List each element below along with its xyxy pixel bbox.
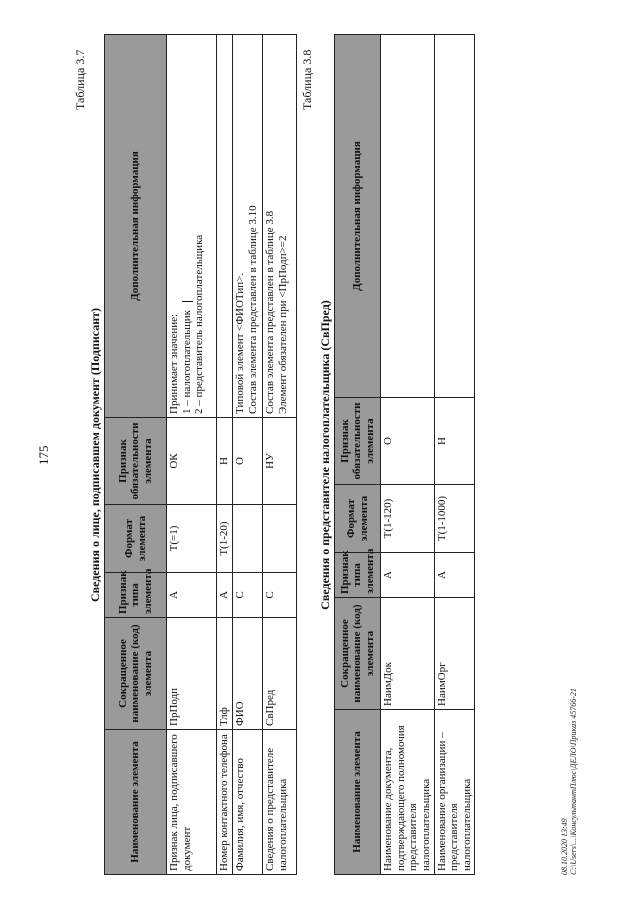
cell-additional-info (263, 35, 297, 418)
cell-code: СвПред (263, 618, 297, 730)
cell-code: ПрПодп (167, 618, 217, 730)
cell-code: НаимОрг (434, 598, 475, 710)
table-header-row (105, 35, 167, 875)
cell-type: А (434, 553, 475, 598)
header-cell: Наименование элемента (105, 730, 167, 875)
cell-format (263, 505, 297, 573)
page-number: 175 (36, 445, 51, 465)
header-cell: Наименование элемента (335, 710, 381, 875)
cell-type: А (167, 573, 217, 618)
cell-required: О (233, 418, 263, 505)
info-line: Состав элемента представлен в таблице 3.8 (264, 210, 276, 414)
text-cursor-mark (182, 301, 193, 302)
info-line: Элемент обязателен при <ПрПодп>=2 (276, 235, 289, 414)
header-cell: Дополнительная информация (335, 35, 381, 398)
cell-format: T(1-20) (217, 505, 233, 573)
cell-element-name: Фамилия, имя, отчество (233, 730, 263, 875)
info-line: 2 – представитель налогоплательщика (193, 234, 206, 414)
cell-type: С (263, 573, 297, 618)
header-cell: Формат элемента (105, 505, 167, 573)
cell-format (233, 505, 263, 573)
cell-element-name: Признак лица, подписавшего документ (167, 730, 217, 875)
cell-type: А (381, 553, 435, 598)
footer-path: С:\Users\...\КонсультантПлюс\ДЕЛО\Приказ 45766-21 (569, 688, 579, 875)
header-cell: Сокращенное наименование (код) элемента (105, 618, 167, 730)
info-line: Принимает значение: (168, 313, 180, 414)
cell-additional-info (167, 35, 217, 418)
table-3-8-label: Таблица 3.8 (300, 49, 314, 110)
cell-element-name: Номер контактного телефона (217, 730, 233, 875)
cell-required: Н (217, 418, 233, 505)
table-3-7-label: Таблица 3.7 (73, 49, 87, 110)
cell-additional-info (217, 35, 233, 418)
cell-code: ФИО (233, 618, 263, 730)
table-row (167, 35, 217, 875)
table-row (434, 35, 475, 875)
cell-format: T(=1) (167, 505, 217, 573)
cell-required: О (381, 398, 435, 485)
cell-element-name: Сведения о представителе налогоплательщика (263, 730, 297, 875)
info-line: 1 – налогоплательщик (181, 38, 194, 414)
table-header-row (335, 35, 381, 875)
cell-element-name: Наименование организации – представителя налогоплательщика (434, 710, 475, 875)
info-line: Состав элемента представлен в таблице 3.10 (246, 205, 259, 414)
cell-element-name: Наименование документа, подтверждающего полномочия представителя налогоплательщика (381, 710, 435, 875)
cell-required: НУ (263, 418, 297, 505)
table-row (217, 35, 233, 875)
cell-additional-info (233, 35, 263, 418)
header-cell: Признак обязательности элемента (105, 418, 167, 505)
header-cell: Признак типа элемента (335, 553, 381, 598)
cell-required: Н (434, 398, 475, 485)
header-cell: Формат элемента (335, 485, 381, 553)
cell-additional-info (381, 35, 435, 398)
cell-code: Тлф (217, 618, 233, 730)
table-3-8-title: Сведения о представителе налогоплательщика (СвПред) (318, 300, 332, 610)
cell-type: А (217, 573, 233, 618)
info-line: Типовой элемент <ФИОТип>. (234, 272, 246, 414)
table-3-7-title: Сведения о лице, подписавшем документ (Подписант) (88, 307, 102, 603)
table-row (263, 35, 297, 875)
cell-required: ОК (167, 418, 217, 505)
cell-code: НаимДок (381, 598, 435, 710)
table-row (381, 35, 435, 875)
cell-additional-info (434, 35, 475, 398)
footer-date: 08.10.2020 13:49 (560, 818, 569, 875)
footer-stamp (560, 688, 578, 875)
header-cell: Признак типа элемента (105, 573, 167, 618)
cell-format: T(1-120) (381, 485, 435, 553)
cell-type: С (233, 573, 263, 618)
header-cell: Дополнительная информация (105, 35, 167, 418)
table-row (233, 35, 263, 875)
table-3-7 (104, 34, 297, 875)
table-3-8 (334, 34, 475, 875)
header-cell: Сокращенное наименование (код) элемента (335, 598, 381, 710)
cell-format: T(1-1000) (434, 485, 475, 553)
header-cell: Признак обязательности элемента (335, 398, 381, 485)
